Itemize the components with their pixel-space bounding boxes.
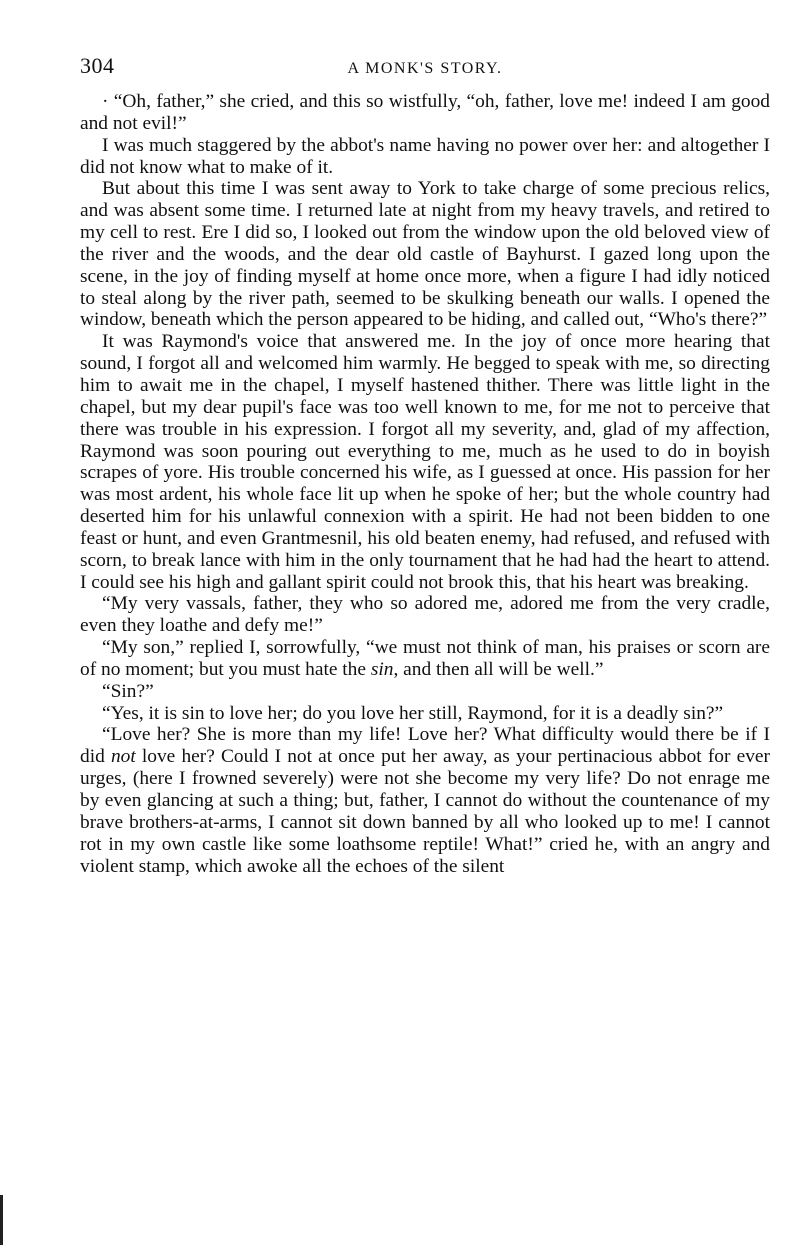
paragraph	[80, 331, 770, 593]
paragraph	[80, 724, 770, 877]
text-run: “Yes, it is sin to love her; do you love her still, Raymond, for it is a deadly sin?”	[102, 702, 724, 724]
running-title	[80, 58, 770, 80]
italic-word: not	[110, 746, 136, 768]
text-run: “Love her? She is more than my life! Love her? What difficulty would there be if I did	[80, 724, 770, 768]
paragraph	[80, 91, 770, 135]
text-run: I was much staggered by the abbot's name having no power over her: and altogether I did not know what to make of it.	[80, 134, 770, 178]
text-run: It was Raymond's voice that answered me. In the joy of once more hearing that sound, I forgot all and welcomed him warmly. He begged to speak with me, so directing him to await me in the chapel, I myself hastened thither. There was little light in the chapel, but my dear pupil's face was too well known to me, for me not to perceive that there was trouble in his expression. I forgot all my severity, and, glad of my affection, Raymond was soon pouring out everything to me, much as he used to do in boyish scrapes of yore. His trouble concerned his wife, as I guessed at once. His passion for her was most ardent, his whole face lit up when he spoke of her; but the whole country had deserted him for his unlawful connexion with a spirit. He had not been bidden to one feast or hunt, and even Grantmesnil, his old beaten enemy, had refused, and refused with scorn, to break lance with him in the only tournament that he had had the heart to attend. I could see his high and gallant spirit could not brook this, that his heart was breaking.	[80, 331, 770, 593]
text-run: But about this time I was sent away to York to take charge of some precious relics, and was absent some time. I returned late at night from my heavy travels, and retired to my cell to rest. Ere I did so, I looked out from the window upon the old beloved view of the river and the woods, and the dear old castle of Bayhurst. I gazed long upon the scene, in the joy of finding myself at home once more, when a figure I had idly noticed to steal along by the river path, seemed to be skulking beneath our walls. I opened the window, beneath which the person appeared to be hiding, and called out, “Who's there?”	[80, 178, 770, 331]
text-run: “Sin?”	[102, 680, 154, 702]
text-run: “My son,” replied I, sorrowfully, “we must not think of man, his praises or scorn are of no moment; but you must hate the	[80, 637, 770, 680]
text-run: “My very vassals, father, they who so adored me, adored me from the very cradle, even they loathe and defy me!”	[80, 593, 770, 637]
text-run: love her? Could I not at once put her away, as your pertinacious abbot for ever urges, (here I frowned severely) were not she become my very life? Do not enrage me by even glancing at such a thing; but, father, I cannot do without the countenance of my brave brothers-at-arms, I cannot sit down banned by all who looked up to me! I cannot rot in my own castle like some loathsome reptile! What!” cried he, with an angry and violent stamp, which awoke all the echoes of the silent	[80, 746, 770, 877]
scan-edge-mark	[0, 1195, 3, 1245]
text-run: · “Oh, father,” she cried, and this so wistfully, “oh, father, love me! indeed I am good and not evil!”	[80, 91, 770, 134]
paragraph	[80, 681, 770, 703]
paragraph	[80, 593, 770, 637]
running-title-text: A MONK'S STORY.	[347, 60, 503, 77]
italic-word: sin	[370, 658, 394, 680]
body-text	[80, 91, 770, 877]
text-run: , and then all will be well.”	[393, 658, 604, 680]
paragraph	[80, 703, 770, 725]
page-number: 304	[80, 53, 115, 78]
paragraph	[80, 637, 770, 681]
page-header	[80, 55, 770, 81]
paragraph	[80, 135, 770, 179]
book-page	[80, 55, 770, 877]
paragraph	[80, 178, 770, 331]
